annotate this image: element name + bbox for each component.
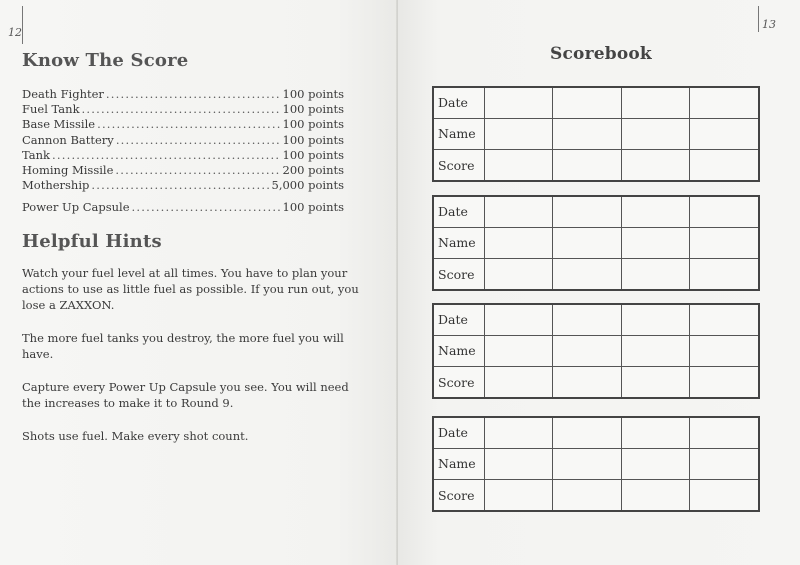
score-row: [22, 178, 344, 193]
score-label: Score: [434, 480, 485, 510]
date-cell[interactable]: [553, 88, 621, 118]
score-cell[interactable]: [553, 367, 621, 397]
date-row: [434, 305, 758, 335]
score-cell[interactable]: [690, 480, 758, 510]
leader-dots: [52, 148, 280, 163]
name-row: [434, 335, 758, 366]
score-item-points: 100 points: [282, 117, 344, 132]
date-row: [434, 88, 758, 118]
score-item-points: 200 points: [282, 163, 344, 178]
date-row: [434, 418, 758, 448]
score-row: [434, 150, 758, 180]
date-cell[interactable]: [485, 88, 553, 118]
score-item-points: 5,000 points: [271, 178, 344, 193]
score-cell[interactable]: [553, 259, 621, 289]
date-cell[interactable]: [621, 305, 689, 335]
name-label: Name: [434, 448, 485, 479]
scorebook-card: [432, 416, 760, 512]
name-row: [434, 118, 758, 149]
date-cell[interactable]: [553, 197, 621, 227]
scorebook-card: [432, 303, 760, 399]
name-label: Name: [434, 227, 485, 258]
score-cell[interactable]: [553, 150, 621, 180]
name-label: Name: [434, 118, 485, 149]
leader-dots: [106, 87, 281, 102]
score-item-label: Base Missile: [22, 117, 96, 132]
leader-dots: [132, 200, 281, 215]
scorebook-table: [434, 197, 758, 289]
score-item-label: Tank: [22, 147, 51, 162]
helpful-hints-heading: Helpful Hints: [22, 231, 162, 252]
name-cell[interactable]: [485, 227, 553, 258]
score-row: [22, 102, 344, 117]
name-cell[interactable]: [621, 118, 689, 149]
scorebook-card: [432, 86, 760, 182]
score-item-points: 100 points: [282, 132, 344, 147]
date-label: Date: [434, 305, 485, 335]
name-label: Name: [434, 335, 485, 366]
date-cell[interactable]: [553, 305, 621, 335]
score-cell[interactable]: [485, 150, 553, 180]
date-cell[interactable]: [621, 88, 689, 118]
date-cell[interactable]: [485, 305, 553, 335]
score-cell[interactable]: [621, 480, 689, 510]
score-row: [22, 148, 344, 163]
date-cell[interactable]: [690, 88, 758, 118]
leader-dots: [116, 133, 281, 148]
score-label: Score: [434, 150, 485, 180]
score-item-label: Mothership: [22, 178, 90, 193]
page-number-rule: [22, 6, 23, 44]
score-row: [22, 163, 344, 178]
hint-paragraph: The more fuel tanks you destroy, the more fuel you will have.: [22, 331, 344, 361]
hint-paragraph: Watch your fuel level at all times. You have to plan your actions to use as little fuel as possible. If you run out, you lose a ZAXXON.: [22, 266, 359, 312]
hints-section: [22, 265, 367, 461]
name-cell[interactable]: [553, 227, 621, 258]
date-cell[interactable]: [621, 418, 689, 448]
score-item-points: 100 points: [282, 147, 344, 162]
date-cell[interactable]: [690, 197, 758, 227]
page-number-right: 13: [762, 18, 776, 31]
score-item-points: 100 points: [282, 102, 344, 117]
score-row: [434, 367, 758, 397]
name-cell[interactable]: [553, 335, 621, 366]
score-item-points: 100 points: [282, 87, 344, 101]
date-cell[interactable]: [485, 197, 553, 227]
score-item-label: Death Fighter: [22, 87, 104, 101]
scorebook-card: [432, 195, 760, 291]
score-item-label: Homing Missile: [22, 163, 114, 178]
name-cell[interactable]: [553, 118, 621, 149]
name-cell[interactable]: [690, 118, 758, 149]
date-cell[interactable]: [690, 305, 758, 335]
name-cell[interactable]: [621, 448, 689, 479]
date-cell[interactable]: [553, 418, 621, 448]
score-label: Score: [434, 259, 485, 289]
score-cell[interactable]: [621, 150, 689, 180]
leader-dots: [82, 102, 281, 117]
date-cell[interactable]: [485, 418, 553, 448]
score-item-label: Fuel Tank: [22, 102, 80, 117]
score-row: [22, 200, 344, 215]
score-cell[interactable]: [690, 367, 758, 397]
name-cell[interactable]: [621, 335, 689, 366]
score-row: [434, 259, 758, 289]
score-cell[interactable]: [485, 367, 553, 397]
scorebook-heading: Scorebook: [550, 44, 652, 64]
score-cell[interactable]: [690, 259, 758, 289]
score-item-label: Cannon Battery: [22, 132, 114, 147]
hint-paragraph: Capture every Power Up Capsule you see. You will need the increases to make it to Round 9.: [22, 380, 349, 410]
date-cell[interactable]: [621, 197, 689, 227]
scorebook-table: [434, 305, 758, 397]
date-label: Date: [434, 418, 485, 448]
name-cell[interactable]: [485, 118, 553, 149]
score-item-label: Power Up Capsule: [22, 200, 130, 215]
name-cell[interactable]: [621, 227, 689, 258]
date-cell[interactable]: [690, 418, 758, 448]
score-row: [22, 133, 344, 148]
score-list: [22, 87, 344, 216]
score-cell[interactable]: [485, 480, 553, 510]
name-cell[interactable]: [690, 227, 758, 258]
score-cell[interactable]: [485, 259, 553, 289]
name-cell[interactable]: [690, 448, 758, 479]
score-cell[interactable]: [621, 259, 689, 289]
date-label: Date: [434, 197, 485, 227]
score-row: [22, 117, 344, 132]
date-label: Date: [434, 88, 485, 118]
date-row: [434, 197, 758, 227]
scorebook-table: [434, 88, 758, 180]
leader-dots: [91, 178, 269, 193]
score-cell[interactable]: [690, 150, 758, 180]
page-number-left: 12: [8, 26, 22, 39]
page-number-rule: [758, 6, 759, 32]
score-label: Score: [434, 367, 485, 397]
leader-dots: [115, 163, 280, 178]
right-page: [398, 0, 800, 565]
score-cell[interactable]: [553, 480, 621, 510]
name-row: [434, 227, 758, 258]
score-row: [434, 480, 758, 510]
leader-dots: [97, 117, 280, 132]
score-item-points: 100 points: [282, 200, 344, 215]
score-cell[interactable]: [621, 367, 689, 397]
score-row: [22, 87, 344, 102]
name-cell[interactable]: [485, 335, 553, 366]
name-cell[interactable]: [690, 335, 758, 366]
name-cell[interactable]: [553, 448, 621, 479]
left-page: [0, 0, 398, 565]
know-the-score-heading: Know The Score: [22, 50, 189, 71]
name-cell[interactable]: [485, 448, 553, 479]
scorebook-table: [434, 418, 758, 510]
name-row: [434, 448, 758, 479]
hint-paragraph: Shots use fuel. Make every shot count.: [22, 429, 249, 443]
